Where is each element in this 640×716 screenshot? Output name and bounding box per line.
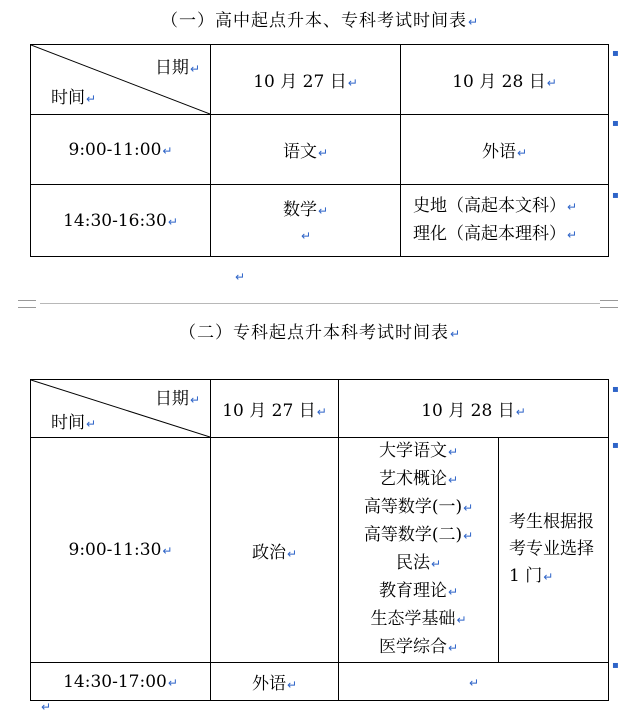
table1-date1: 10 月 27 日↵ xyxy=(211,45,401,115)
list-item: 教育理论↵ xyxy=(378,581,459,601)
table2-row2-day1: 外语↵ xyxy=(211,663,339,701)
table1-row1-day1: 语文↵ xyxy=(211,115,401,185)
return-mark-icon: ↵ xyxy=(41,700,52,714)
list-item: 艺术概论↵ xyxy=(378,469,459,489)
list-item: 高等数学(二)↵ xyxy=(363,525,474,545)
table2-header-corner: 日期↵ 时间↵ xyxy=(31,380,211,438)
cell-end-mark: ▪ xyxy=(612,48,619,59)
table2 xyxy=(30,379,609,701)
cell-end-mark: ▪ xyxy=(612,384,619,395)
return-mark-icon: ↵ xyxy=(235,270,246,284)
header-date-label: 日期 xyxy=(154,58,189,78)
header-time-label: 时间 xyxy=(51,88,85,108)
table2-row1-day1: 政治↵ xyxy=(211,438,339,663)
cell-end-mark: ▪ xyxy=(612,118,619,129)
table2-date2: 10 月 28 日↵ xyxy=(339,380,609,438)
page-break xyxy=(0,300,640,308)
table1-row1-time: 9:00-11:00↵ xyxy=(31,115,211,185)
table1 xyxy=(30,44,609,257)
list-item: 医学综合↵ xyxy=(378,637,459,657)
table1-title: （一）高中起点升本、专科考试时间表↵ xyxy=(160,11,480,31)
list-item: 大学语文↵ xyxy=(378,441,459,461)
list-item: 民法↵ xyxy=(395,553,442,573)
table2-row1-time: 9:00-11:30↵ xyxy=(31,438,211,663)
table1-row1-day2: 外语↵ xyxy=(401,115,609,185)
cell-end-mark: ▪ xyxy=(612,190,619,201)
header-time-label: 时间 xyxy=(51,413,85,433)
return-mark-icon: ↵ xyxy=(467,15,480,29)
table2-title: （二）专科起点升本科考试时间表↵ xyxy=(178,323,462,343)
table2-row2-day2: ↵ xyxy=(339,663,609,701)
table2-subject-list xyxy=(339,438,499,663)
table1-row2-day1: 数学↵ ↵ xyxy=(211,185,401,257)
cell-end-mark: ▪ xyxy=(612,660,619,671)
list-item: 生态学基础↵ xyxy=(370,609,467,629)
table1-header-corner: 日期↵ 时间↵ xyxy=(31,45,211,115)
header-date-label: 日期 xyxy=(154,389,189,409)
table1-date2: 10 月 28 日↵ xyxy=(401,45,609,115)
table1-row2-time: 14:30-16:30↵ xyxy=(31,185,211,257)
table2-date1: 10 月 27 日↵ xyxy=(211,380,339,438)
table1-row2-day2: 史地（高起本文科）↵ 理化（高起本理科）↵ xyxy=(401,185,609,257)
table2-row2-time: 14:30-17:00↵ xyxy=(31,663,211,701)
table2-note: 考生根据报考专业选择 1 门↵ xyxy=(499,438,609,663)
list-item: 高等数学(一)↵ xyxy=(363,497,474,517)
cell-end-mark: ▪ xyxy=(612,440,619,451)
